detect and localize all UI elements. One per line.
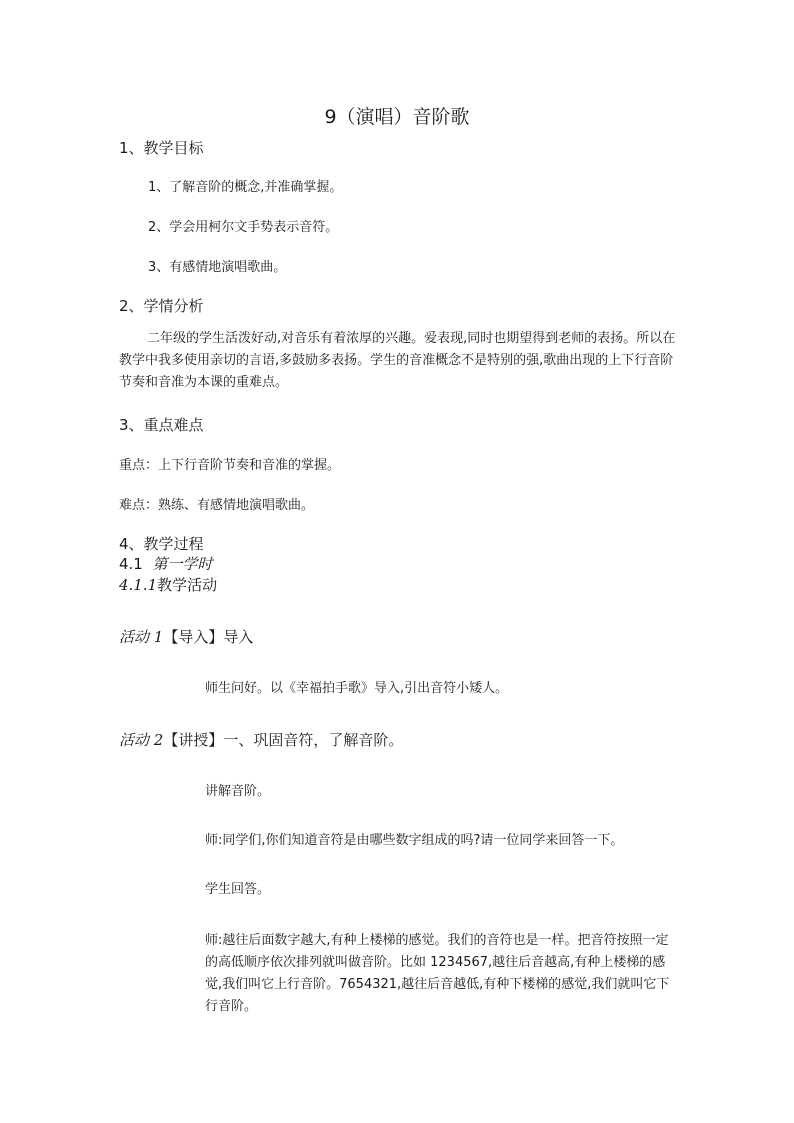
subsubsection-heading — [119, 578, 217, 593]
activity-1-title: 【导入】导入 — [163, 628, 254, 646]
objective-item-2: 2、学会用柯尔文手势表示音符。 — [148, 220, 339, 235]
subsubsection-number: 4.1.1 — [119, 576, 158, 594]
section-heading-objectives: 1、教学目标 — [119, 139, 204, 157]
objective-item-3: 3、有感情地演唱歌曲。 — [148, 260, 287, 275]
section-heading-keypoints: 3、重点难点 — [119, 416, 204, 434]
activity-2-paragraph-1: 讲解音阶。 — [205, 784, 271, 799]
subsubsection-label: 教学活动 — [157, 576, 218, 594]
subsection-number: 4.1 — [119, 555, 143, 573]
objective-item-1: 1、了解音阶的概念,并准确掌握。 — [148, 180, 343, 195]
doc-title: 9（演唱）音阶歌 — [324, 106, 470, 128]
activity-2-paragraph-4: 师:越往后面数字越大,有种上楼梯的感觉。我们的音符也是一样。把音符按照一定的高低顺序依次排列就叫做音阶。比如 1234567,越往后音越高,有种上楼梯的感觉,我们叫它上行音阶。7654321,越往后音越低,有种下楼梯的感觉,我们就叫它下行音阶。 — [205, 933, 670, 1014]
subsection-label: 第一学时 — [152, 555, 213, 573]
activity-1-prefix: 活动 1 — [119, 628, 164, 646]
activity-2-paragraph-3: 学生回答。 — [205, 882, 271, 897]
activity-2-heading — [119, 733, 403, 748]
activity-2-title: 【讲授】一、巩固音符，了解音阶。 — [163, 731, 404, 749]
section-heading-process: 4、教学过程 — [119, 535, 204, 553]
difficult-point: 难点：熟练、有感情地演唱歌曲。 — [119, 498, 315, 513]
activity-1-heading — [119, 630, 253, 645]
activity-2-prefix: 活动 2 — [119, 731, 164, 749]
subsection-heading — [119, 557, 212, 572]
section-heading-analysis: 2、学情分析 — [119, 297, 204, 315]
activity-2-paragraph-2: 师:同学们,你们知道音符是由哪些数字组成的吗?请一位同学来回答一下。 — [205, 833, 624, 848]
activity-1-text: 师生问好。以《幸福拍手歌》导入,引出音符小矮人。 — [205, 681, 509, 696]
analysis-paragraph: 二年级的学生活泼好动,对音乐有着浓厚的兴趣。爱表现,同时也期望得到老师的表扬。所以在教学中我多使用亲切的言语,多鼓励多表扬。学生的音准概念不是特别的强,歌曲出现的上下行音阶节奏和音准为本课的重难点。 — [119, 331, 676, 390]
key-point: 重点：上下行音阶节奏和音准的掌握。 — [119, 458, 341, 473]
